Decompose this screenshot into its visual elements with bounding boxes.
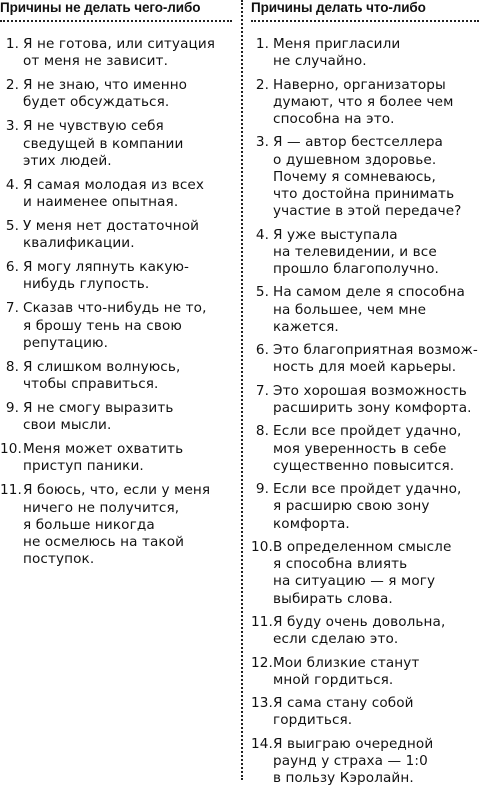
list-item-number: 8.: [255, 423, 269, 440]
list-item-text: Наверно, организаторы думают, что я более чем способна на это.: [273, 76, 454, 127]
list-item: [251, 695, 479, 729]
list-item-text: В определенном смысле я способна влиять на ситуацию — я могу выбирать слова.: [273, 538, 452, 607]
list-item-text: Я буду очень довольна, если сделаю это.: [273, 613, 446, 648]
list-item-number: 8.: [5, 358, 19, 375]
list-item: [251, 614, 479, 648]
list-item: [251, 383, 479, 417]
list-item: [251, 134, 479, 220]
list-item-number: 9.: [5, 400, 19, 417]
list-item-number: 1.: [5, 36, 19, 52]
list-item-number: 12.: [251, 654, 273, 671]
list-item-number: 4.: [255, 226, 269, 243]
list-item-text: Сказав что-нибудь не то, я брошу тень на свою репутацию.: [23, 300, 207, 351]
list-item-number: 6.: [5, 259, 19, 276]
list-item-text: Если все пройдет удачно, моя уверенность в себе существенно повысится.: [273, 423, 462, 474]
list-item-text: Если все пройдет удачно, я расширю свою зону комфорта.: [273, 481, 462, 532]
list-item-text: Это хорошая возможность расширить зону комфорта.: [273, 382, 472, 416]
list-item-number: 7.: [5, 300, 19, 317]
list-item-number: 5.: [255, 284, 269, 301]
list-item-text: Меня пригласили не случайно.: [273, 36, 401, 70]
list-item-text: Я могу ляпнуть какую- нибудь глупость.: [23, 259, 190, 293]
list-item-text: Я уже выступала на телевидении, и все прошло благополучно.: [273, 226, 439, 277]
reasons-against-heading: Причины не делать чего-либо: [0, 0, 201, 15]
list-item: [0, 300, 232, 352]
reasons-for-list: [251, 36, 479, 794]
list-item-text: Я самая молодая из всех и наименее опытная.: [23, 176, 205, 211]
list-item: [0, 400, 232, 434]
list-item-number: 14.: [251, 735, 273, 752]
list-item: [251, 342, 479, 376]
list-item-text: Я не смогу выразить свои мысли.: [23, 400, 174, 434]
list-item-text: Я не готова, или ситуация от меня не зависит.: [23, 36, 216, 70]
list-item-number: 11.: [0, 482, 22, 499]
list-item: [0, 259, 232, 293]
list-item-number: 4.: [5, 176, 19, 193]
list-item-number: 10.: [0, 441, 22, 458]
list-item: [251, 284, 479, 336]
list-item-text: Я не знаю, что именно будет обсуждаться.: [23, 77, 188, 111]
reasons-against-list: [0, 36, 232, 575]
list-item: [251, 539, 479, 608]
list-item-text: Меня может охватить приступ паники.: [23, 441, 184, 475]
list-item: [0, 359, 232, 393]
list-item: [251, 423, 479, 475]
list-item-number: 3.: [5, 118, 19, 135]
list-item-text: Я не чувствую себя сведущей в компании этих людей.: [23, 118, 184, 169]
list-item-text: Я слишком волнуюсь, чтобы справиться.: [23, 358, 181, 393]
list-item-text: Я сама стану собой гордиться.: [273, 695, 414, 729]
list-item-number: 5.: [5, 218, 19, 235]
list-item-number: 1.: [255, 36, 269, 52]
column-divider: [241, 0, 243, 780]
list-item-text: Я выиграю очередной раунд у страха — 1:0 в пользу Кэролайн.: [273, 735, 434, 787]
reasons-for-heading-rule: [251, 20, 479, 22]
list-item-number: 9.: [255, 481, 269, 498]
reasons-for-column: [251, 0, 479, 787]
list-item-number: 3.: [255, 134, 269, 151]
list-item-text: Я боюсь, что, если у меня ничего не получится, я больше никогда не осмелюсь на такой поступок.: [23, 482, 211, 568]
list-item: [251, 77, 479, 129]
list-item-text: Мои близкие станут мной гордиться.: [273, 654, 420, 688]
reasons-against-column: [0, 0, 232, 568]
list-item-text: Я — автор бестселлера о душевном здоровье. Почему я сомневаюсь, что достойна принимать участие в этой передаче?: [273, 134, 462, 220]
list-item-number: 10.: [251, 538, 273, 555]
list-item-text: Это благоприятная возмож- ность для моей карьеры.: [273, 342, 478, 376]
list-item: [0, 177, 232, 211]
list-item-number: 7.: [255, 382, 269, 399]
list-item-number: 2.: [5, 77, 19, 94]
list-item-text: У меня нет достаточной квалификации.: [23, 218, 200, 252]
list-item: [251, 36, 479, 70]
list-item: [0, 77, 232, 111]
list-item: [0, 482, 232, 568]
list-item-number: 2.: [255, 76, 269, 93]
list-item: [0, 441, 232, 475]
list-item: [251, 481, 479, 533]
list-item-text: На самом деле я способна на большее, чем мне кажется.: [273, 284, 465, 335]
list-item-number: 6.: [255, 342, 269, 359]
reasons-against-heading-rule: [0, 20, 232, 22]
list-item-number: 13.: [251, 695, 273, 712]
list-item: [0, 36, 232, 70]
list-item: [0, 218, 232, 252]
list-item-number: 11.: [251, 613, 273, 630]
list-item: [251, 227, 479, 279]
list-item: [251, 655, 479, 689]
list-item: [0, 118, 232, 170]
reasons-for-heading: Причины делать что-либо: [251, 0, 426, 15]
